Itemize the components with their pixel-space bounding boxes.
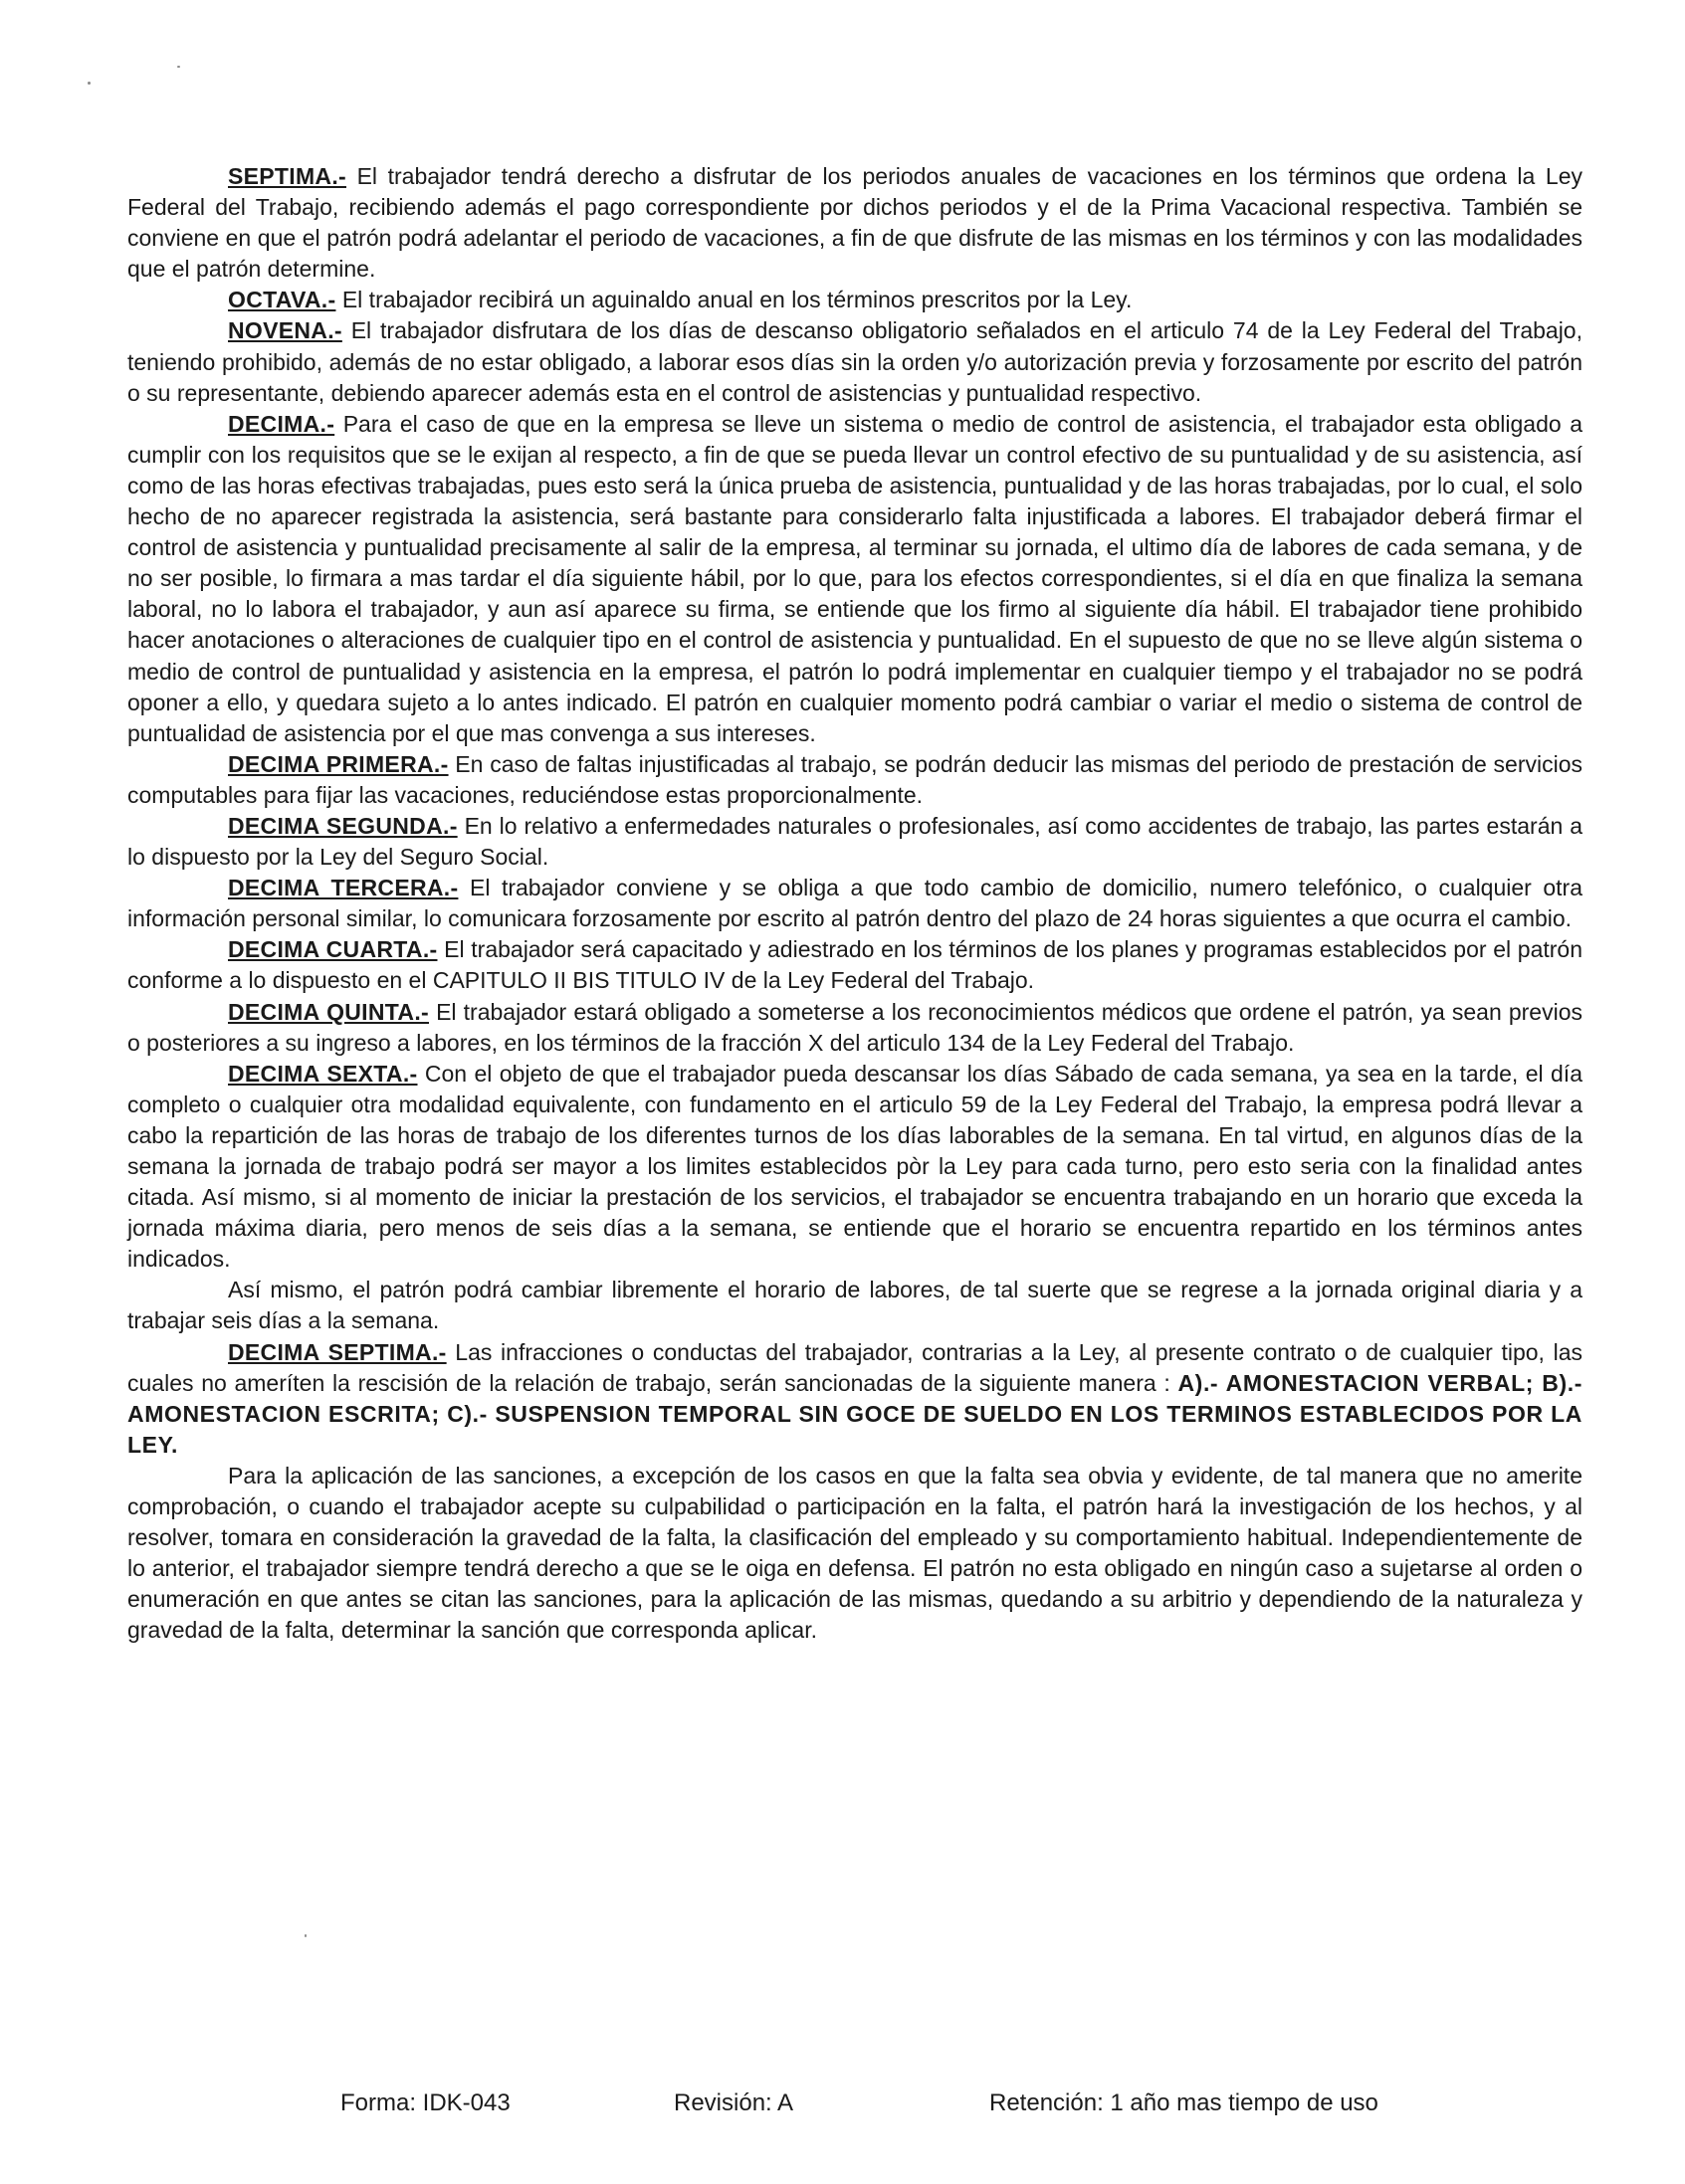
clause-text: El trabajador será capacitado y adiestrado en los términos de los planes y programas establecidos por el patrón conforme a lo dispuesto en el CAPITULO II BIS TITULO IV de la Ley Federal del Trabajo. xyxy=(127,936,1583,994)
clause-octava xyxy=(127,285,1582,315)
clause-title: SEPTIMA.- xyxy=(228,163,346,189)
clause-decima-primera xyxy=(127,749,1582,811)
scan-speck xyxy=(305,1934,307,1937)
clause-text: Así mismo, el patrón podrá cambiar libremente el horario de labores, de tal suerte que se regrese a la jornada original diaria y a trabajar seis días a la semana. xyxy=(127,1277,1582,1334)
clause-title: DECIMA SEGUNDA.- xyxy=(228,812,458,839)
clause-title: DECIMA CUARTA.- xyxy=(228,936,438,963)
footer-revision: Revisión: A xyxy=(674,2089,794,2116)
clause-text: El trabajador disfrutara de los días de descanso obligatorio señalados en el articulo 74 de la Ley Federal del Trabajo, teniendo prohibido, además de no estar obligado, a laborar esos días sin la orden y/o autorización previa y forzosamente por escrito del patrón o su representante, debiendo aparecer además esta en el control de asistencias y puntualidad respectivo. xyxy=(127,317,1582,406)
clause-decima-quinta xyxy=(127,997,1582,1059)
clause-title: DECIMA PRIMERA.- xyxy=(228,750,449,777)
clause-title: NOVENA.- xyxy=(228,317,342,344)
clause-decima-tercera xyxy=(127,873,1582,934)
page-footer xyxy=(0,2089,1685,2129)
clause-text: El trabajador conviene y se obliga a que todo cambio de domicilio, numero telefónico, o cualquier otra información personal similar, lo comunicara forzosamente por escrito al patrón dentro del plazo de 24 horas siguientes a que ocurra el cambio. xyxy=(127,875,1582,932)
contract-body xyxy=(127,161,1582,1647)
clause-septima xyxy=(127,161,1582,285)
clause-novena xyxy=(127,315,1582,408)
clause-title: OCTAVA.- xyxy=(228,287,336,313)
clause-decima-cuarta xyxy=(127,934,1582,996)
sanctions-list: A).- AMONESTACION VERBAL; B).- AMONESTACION ESCRITA; C).- SUSPENSION TEMPORAL SIN GOCE DE SUELDO EN LOS TERMINOS ESTABLECIDOS POR LA LEY. xyxy=(127,1369,1582,1458)
clause-title: DECIMA TERCERA.- xyxy=(228,875,459,901)
clause-sanctions-application xyxy=(127,1461,1582,1647)
scan-speck xyxy=(177,66,180,68)
clause-decima xyxy=(127,409,1582,749)
clause-title: DECIMA SEPTIMA.- xyxy=(228,1338,447,1365)
clause-title: DECIMA SEXTA.- xyxy=(228,1060,418,1087)
clause-text: En lo relativo a enfermedades naturales o profesionales, así como accidentes de trabajo, las partes estarán a lo dispuesto por la Ley del Seguro Social. xyxy=(127,812,1582,871)
footer-retention: Retención: 1 año mas tiempo de uso xyxy=(989,2089,1378,2116)
clause-text: Con el objeto de que el trabajador pueda descansar los días Sábado de cada semana, ya sea en la tarde, el día completo o cualquier otra modalidad equivalente, con fundamento en el articulo 59 de la Ley Federal del Trabajo, la empresa podrá llevar a cabo la repartición de las horas de trabajo de los diferentes turnos de los días laborables de la semana. En tal virtud, en algunos días de la semana la jornada de trabajo podrá ser mayor a los limites establecidos pòr la Ley para cada turno, pero esto seria con la finalidad antes citada. Así mismo, si al momento de iniciar la prestación de los servicios, el trabajador se encuentra trabajando en un horario que exceda la jornada máxima diaria, pero menos de seis días a la semana, se entiende que el horario se encuentra repartido en los términos antes indicados. xyxy=(127,1060,1582,1273)
clause-text: El trabajador recibirá un aguinaldo anual en los términos prescritos por la Ley. xyxy=(335,287,1133,313)
clause-title: DECIMA.- xyxy=(228,410,335,437)
clause-text: Las infracciones o conductas del trabajador, contrarias a la Ley, al presente contrato o de cualquier tipo, las cuales no ameríten la rescisión de la relación de trabajo, serán sancionadas de la siguiente manera : xyxy=(127,1338,1582,1396)
clause-text: Para el caso de que en la empresa se lleve un sistema o medio de control de asistencia, el trabajador esta obligado a cumplir con los requisitos que se le exijan al respecto, a fin de que se pueda llevar un control efectivo de su puntualidad y de su asistencia, así como de las horas efectivas trabajadas, pues esto será la única prueba de asistencia, puntualidad y de las horas trabajadas, por lo cual, el solo hecho de no aparecer registrada la asistencia, será bastante para considerarlo falta injustificada a labores. El trabajador deberá firmar el control de asistencia y puntualidad precisamente al salir de la empresa, al terminar su jornada, el ultimo día de labores de cada semana, y de no ser posible, lo firmara a mas tardar el día siguiente hábil, por lo que, para los efectos correspondientes, si el día en que finaliza la semana laboral, no lo labora el trabajador, y aun así aparece su firma, se entiende que los firmo al siguiente día hábil. El trabajador tiene prohibido hacer anotaciones o alteraciones de cualquier tipo en el control de asistencia y puntualidad. En el supuesto de que no se lleve algún sistema o medio de control de puntualidad y asistencia en la empresa, el patrón lo podrá implementar en cualquier tiempo y el trabajador no se podrá oponer a ello, y quedara sujeto a lo antes indicado. El patrón en cualquier momento podrá cambiar o variar el medio o sistema de control de puntualidad de asistencia por el que mas convenga a sus intereses. xyxy=(127,410,1582,746)
clause-text: En caso de faltas injustificadas al trabajo, se podrán deducir las mismas del periodo de prestación de servicios computables para fijar las vacaciones, reduciéndose estas proporcionalmente. xyxy=(127,750,1582,808)
clause-text: El trabajador estará obligado a someterse a los reconocimientos médicos que ordene el patrón, ya sean previos o posteriores a su ingreso a labores, en los términos de la fracción X del articulo 134 de la Ley Federal del Trabajo. xyxy=(127,998,1582,1056)
clause-decima-segunda xyxy=(127,811,1582,873)
clause-decima-septima xyxy=(127,1337,1582,1461)
clause-text: El trabajador tendrá derecho a disfrutar de los periodos anuales de vacaciones en los términos que ordena la Ley Federal del Trabajo, recibiendo además el pago correspondiente por dichos periodos y el de la Prima Vacacional respectiva. También se conviene en que el patrón podrá adelantar el periodo de vacaciones, a fin de que disfrute de las mismas en los términos y con las modalidades que el patrón determine. xyxy=(127,163,1582,283)
scan-speck xyxy=(88,82,91,85)
clause-decima-sexta-continuation xyxy=(127,1275,1582,1336)
footer-form-code: Forma: IDK-043 xyxy=(340,2089,511,2116)
clause-text: Para la aplicación de las sanciones, a excepción de los casos en que la falta sea obvia y evidente, de tal manera que no amerite comprobación, o cuando el trabajador acepte su culpabilidad o participación en la falta, el patrón hará la investigación de los hechos, y al resolver, tomara en consideración la gravedad de la falta, la clasificación del empleado y su comportamiento habitual. Independientemente de lo anterior, el trabajador siempre tendrá derecho a que se le oiga en defensa. El patrón no esta obligado en ningún caso a sujetarse al orden o enumeración en que antes se citan las sanciones, para la aplicación de las mismas, quedando a su arbitrio y dependiendo de la naturaleza y gravedad de la falta, determinar la sanción que corresponda aplicar. xyxy=(127,1462,1582,1644)
clause-decima-sexta xyxy=(127,1059,1582,1276)
clause-title: DECIMA QUINTA.- xyxy=(228,998,429,1025)
